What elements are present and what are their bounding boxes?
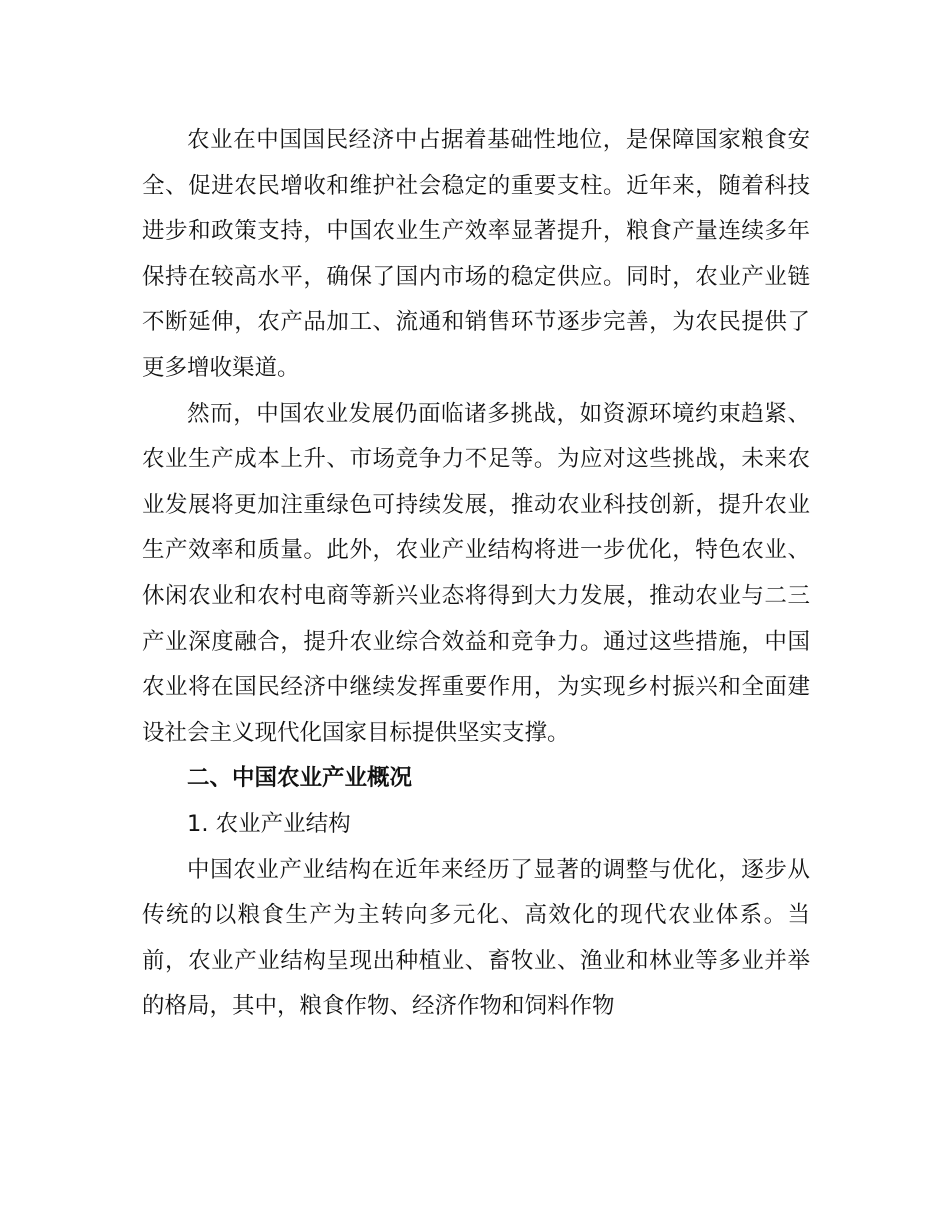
body-paragraph-3: 中国农业产业结构在近年来经历了显著的调整与优化，逐步从传统的以粮食生产为主转向多元化、高效化的现代农业体系。当前，农业产业结构呈现出种植业、畜牧业、渔业和林业等多业并举的格局，其中，粮食作物、经济作物和饲料作物 bbox=[142, 856, 810, 1020]
body-paragraph-2: 然而，中国农业发展仍面临诸多挑战，如资源环境约束趋紧、农业生产成本上升、市场竞争力不足等。为应对这些挑战，未来农业发展将更加注重绿色可持续发展，推动农业科技创新，提升农业生产效率和质量。此外，农业产业结构将进一步优化，特色农业、休闲农业和农村电商等新兴业态将得到大力发展，推动农业与二三产业深度融合，提升农业综合效益和竞争力。通过这些措施，中国农业将在国民经济中继续发挥重要作用，为实现乡村振兴和全面建设社会主义现代化国家目标提供坚实支撑。 bbox=[142, 400, 810, 746]
body-paragraph-1: 农业在中国国民经济中占据着基础性地位，是保障国家粮食安全、促进农民增收和维护社会稳定的重要支柱。近年来，随着科技进步和政策支持，中国农业生产效率显著提升，粮食产量连续多年保持在较高水平，确保了国内市场的稳定供应。同时，农业产业链不断延伸，农产品加工、流通和销售环节逐步完善，为农民提供了更多增收渠道。 bbox=[142, 127, 810, 381]
section-heading: 二、中国农业产业概况 bbox=[187, 765, 413, 792]
document-body bbox=[142, 118, 810, 1030]
subsection-heading: 1. 农业产业结构 bbox=[187, 810, 351, 837]
